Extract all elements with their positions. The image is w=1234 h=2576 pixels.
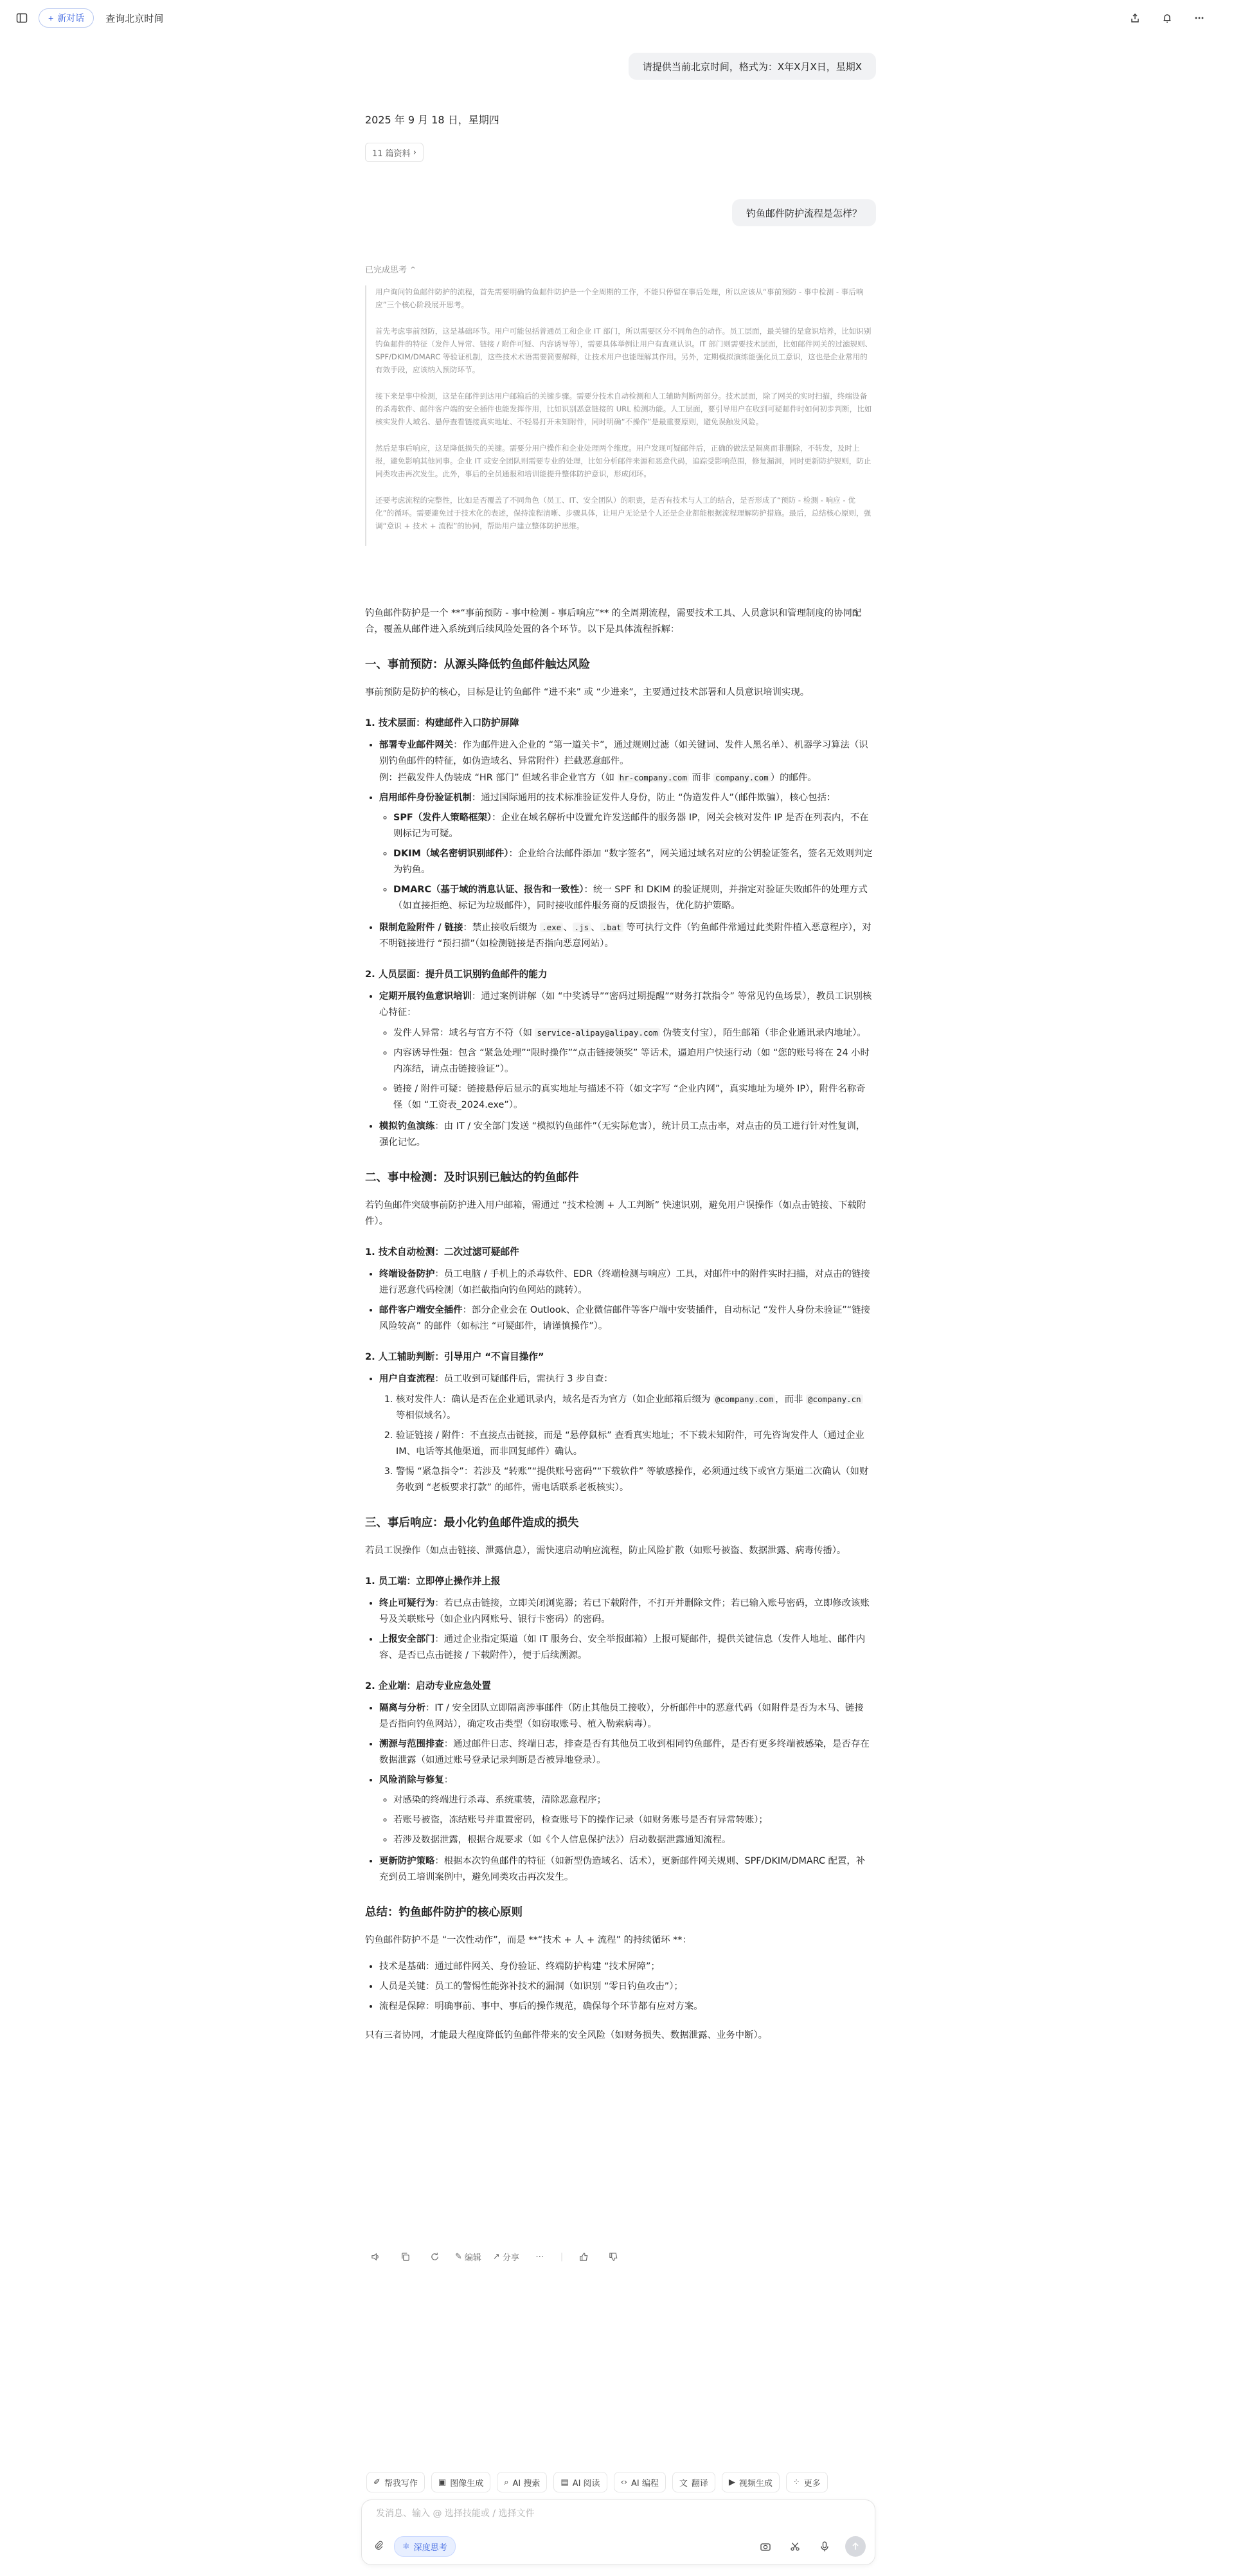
skill-toolbar [366, 2472, 828, 2492]
section-intro: 若钓鱼邮件突破事前防护进入用户邮箱，需通过 “技术检测 + 人工判断” 快速识别，避免用户误操作（如点击链接、下载附件）。 [365, 1200, 866, 1227]
item-label: 风险消除与修复 [379, 1775, 444, 1785]
chevron-up-icon: ⌃ [409, 266, 417, 275]
list-item: • 流程是保障：明确事前、事中、事后的操作规范，确保每个环节都有应对方案。 [379, 1999, 873, 2015]
item-text: ：通过企业指定渠道（如 IT 服务台、安全举报邮箱）上报可疑邮件，提供关键信息（发件人地址、邮件内容、是否已点击链接 / 下载附件），便于后续溯源。 [379, 1634, 866, 1661]
item-label: 溯源与范围排查 [379, 1739, 444, 1749]
microphone-icon[interactable] [816, 2537, 834, 2555]
sources-button[interactable] [365, 143, 424, 162]
section-intro: 若员工误操作（如点击链接、泄露信息），需快速启动响应流程，防止风险扩散（如账号被盗、数据泄露、病毒传播）。 [365, 1545, 846, 1556]
inline-code: .js [573, 923, 591, 932]
list-item: ◦ 若涉及数据泄露，根据合规要求（如《个人信息保护法》）启动数据泄露通知流程。 [393, 1832, 873, 1848]
thinking-paragraph: 首先考虑事前预防，这是基础环节。用户可能包括普通员工和企业 IT 部门，所以需要区分不同角色的动作。员工层面，最关键的是意识培养，比如识别钓鱼邮件的特征（发件人异常、链接 / 附件可疑、内容诱导等），需要具体举例让用户有直观认识。IT 部门则需要技术层面，比如邮件网关的过滤规则、SPF/DKIM/DMARC 等验证机制，这些技术术语需要简要解释，让技术用户也能理解其作用。另外，定期模拟演练能强化员工意识，这也是企业常用的有效手段，应该纳入预防环节。 [375, 327, 873, 374]
chevron-right-icon: › [413, 147, 416, 158]
item-label: 终止可疑行为 [379, 1598, 435, 1608]
new-chat-button[interactable] [39, 8, 94, 28]
list-item [379, 737, 873, 786]
message-actions [366, 2247, 622, 2265]
plus-icon: + [48, 13, 54, 23]
example-text: ）的邮件。 [770, 773, 817, 783]
message-composer [361, 2499, 875, 2565]
sub-list [379, 810, 873, 914]
list-item [379, 1772, 873, 1848]
share-icon[interactable] [1126, 9, 1144, 27]
numbered-list [379, 1391, 873, 1496]
scissors-icon[interactable] [786, 2537, 804, 2555]
item-text: ：统一 SPF 和 DKIM 的验证规则，并指定对验证失败邮件的处理方式（如直接拒绝、标记为垃圾邮件），同时接收邮件服务商的反馈报告，优化防护策略。 [393, 885, 868, 911]
video-icon: ▶ [728, 2477, 735, 2487]
inline-code: service-alipay@alipay.com [535, 1028, 659, 1038]
item-text: 发件人异常：域名与官方不符（如 [393, 1028, 535, 1038]
item-label: DMARC（基于域的消息认证、报告和一致性） [393, 885, 584, 895]
list-item [379, 790, 873, 914]
code-icon: ‹› [620, 2477, 627, 2487]
atom-icon: ⚛ [402, 2541, 410, 2552]
bullet-list [365, 989, 873, 1151]
item-label: 部署专业邮件网关 [379, 740, 454, 750]
edit-button[interactable] [455, 2251, 481, 2263]
image-icon: ▣ [438, 2477, 447, 2487]
bullet-list [365, 1371, 873, 1496]
tool-coding[interactable] [614, 2472, 666, 2492]
share-button[interactable] [493, 2251, 519, 2263]
list-item: • 限制危险附件 / 链接：禁止接收后缀为 .exe 、 .js 、 .bat 等可执行文件（钓鱼邮件常通过此类附件植入恶意程序），对不明链接进行 “预扫描”（如检测链接是否指向恶意网站）。 [379, 919, 873, 952]
item-text: 核对发件人：确认是否在企业通讯录内，域名是否为官方（如企业邮箱后缀为 [396, 1394, 713, 1405]
list-item [379, 1736, 873, 1769]
item-label: 定期开展钓鱼意识培训 [379, 991, 472, 1002]
list-item [393, 846, 873, 878]
subsection-heading: 1. 员工端：立即停止操作并上报 [365, 1576, 501, 1587]
item-label: SPF（发件人策略框架） [393, 813, 492, 823]
sub-list [379, 1025, 873, 1113]
edit-label: 编辑 [464, 2253, 481, 2263]
more-actions-icon[interactable]: ⋯ [535, 2251, 544, 2262]
subsection-heading: 1. 技术自动检测：二次过滤可疑邮件 [365, 1247, 519, 1257]
thinking-toggle[interactable] [365, 263, 416, 275]
item-text: 等可执行文件（钓鱼邮件常通过此类附件植入恶意程序），对不明链接进行 “预扫描”（如检测链接是否指向恶意网站）。 [379, 923, 872, 949]
edit-icon: ✎ [455, 2251, 462, 2262]
item-label: 模拟钓鱼演练 [379, 1121, 435, 1131]
tool-label: 翻译 [691, 2478, 708, 2489]
list-item: • 技术是基础：通过邮件网关、身份验证、终端防护构建 “技术屏障”； [379, 1959, 873, 1975]
search-icon: ⌕ [504, 2477, 509, 2487]
sources-label: 11 篇资料 [372, 149, 411, 159]
sub-list [379, 1792, 873, 1848]
section-intro: 事前预防是防护的核心，目标是让钓鱼邮件 “进不来” 或 “少进来”，主要通过技术部署和人员意识培训实现。 [365, 687, 810, 698]
tool-search[interactable] [497, 2472, 547, 2492]
example-text: 而非 [688, 773, 713, 783]
speaker-icon[interactable] [366, 2247, 384, 2265]
list-item [379, 1853, 873, 1886]
list-item: ◦ 链接 / 附件可疑：链接悬停后显示的真实地址与描述不符（如文字写 “企业内网”，真实地址为境外 IP），附件名称奇怪（如 “工资表_2024.exe”）。 [393, 1081, 873, 1113]
tool-label: AI 搜索 [512, 2478, 541, 2489]
tool-label: 图像生成 [450, 2478, 484, 2489]
copy-icon[interactable] [396, 2247, 414, 2265]
deep-think-label: 深度思考 [413, 2543, 447, 2553]
sidebar-toggle-icon[interactable] [13, 9, 31, 27]
more-icon[interactable] [1190, 9, 1208, 27]
bullet-list [365, 737, 873, 952]
thinking-paragraph: 用户询问钓鱼邮件防护的流程，首先需要明确钓鱼邮件防护是一个全周期的工作，不能只停留在事后处理，所以应该从“事前预防 - 事中检测 - 事后响应”三个核心阶段展开思考。 [375, 287, 864, 309]
bullet-list [365, 1959, 873, 2015]
item-text: ：作为邮件进入企业的 “第一道关卡”，通过规则过滤（如关键词、发件人黑名单）、机器学习算法（识别钓鱼邮件的特征，如伪造域名、异常附件）拦截恶意邮件。 [379, 740, 868, 766]
list-item [379, 989, 873, 1113]
regenerate-icon[interactable] [425, 2247, 443, 2265]
item-text: ：员工收到可疑邮件后，需执行 3 步自查： [434, 1374, 613, 1384]
inline-code: hr-company.com [618, 773, 689, 782]
thumbs-down-icon[interactable] [604, 2247, 622, 2265]
item-label: 上报安全部门 [379, 1634, 435, 1644]
item-label: 邮件客户端安全插件 [379, 1305, 463, 1315]
item-text: ：通过国际通用的技术标准验证发件人身份，防止 “伪造发件人”（邮件欺骗），核心包括： [471, 793, 836, 803]
item-label: DKIM（域名密钥识别邮件） [393, 849, 509, 859]
deep-think-toggle[interactable] [394, 2536, 456, 2557]
list-item [379, 1596, 873, 1628]
message-input[interactable] [375, 2508, 827, 2519]
tool-image[interactable] [431, 2472, 490, 2492]
closing-paragraph: 只有三者协同，才能最大程度降低钓鱼邮件带来的安全风险（如财务损失、数据泄露、业务中断）。 [365, 2030, 767, 2040]
grid-icon: ⁘ [792, 2477, 800, 2487]
thinking-label: 已完成思考 [365, 266, 407, 275]
item-text: ，而非 [775, 1394, 806, 1405]
list-item: ◦ 内容诱导性强：包含 “紧急处理”“限时操作”“点击链接领奖” 等话术，逼迫用户快速行动（如 “您的账号将在 24 小时内冻结，请点击链接验证”）。 [393, 1045, 873, 1077]
tool-translate[interactable] [672, 2472, 715, 2492]
subsection-heading: 2. 人员层面：提升员工识别钓鱼邮件的能力 [365, 969, 548, 980]
tool-video[interactable] [722, 2472, 780, 2492]
arrow-up-icon [851, 2542, 860, 2551]
thinking-content [365, 285, 873, 546]
list-item: 3. 警惕 “紧急指令”：若涉及 “转账”“提供账号密码”“下载软件” 等敏感操作，必须通过线下或官方渠道二次确认（如财务收到 “老板要求打款” 的邮件，需电话联系老板核实）。 [396, 1464, 873, 1496]
tool-label: 视频生成 [738, 2478, 773, 2489]
paperclip-icon[interactable] [373, 2540, 384, 2553]
tool-more[interactable] [786, 2472, 828, 2492]
list-item: ◦ 对感染的终端进行杀毒、系统重装，清除恶意程序； [393, 1792, 873, 1808]
inline-code: company.com [713, 773, 771, 782]
share-label: 分享 [502, 2253, 519, 2263]
tool-writing[interactable] [366, 2472, 425, 2492]
inline-code: .exe [540, 923, 563, 932]
item-text: ：通过案例讲解（如 “中奖诱导”“密码过期提醒”“财务打款指令” 等常见钓鱼场景），教员工识别核心特征： [379, 991, 872, 1018]
subsection-heading: 2. 人工辅助判断：引导用户 “不盲目操作” [365, 1351, 544, 1362]
list-item [393, 810, 873, 842]
item-text: ： [443, 1775, 454, 1785]
item-label: 启用邮件身份验证机制 [379, 793, 472, 803]
summary-intro: 钓鱼邮件防护不是 “一次性动作”，而是 **“技术 + 人 + 流程” 的持续循环 **： [365, 1935, 692, 1945]
assistant-message: 2025 年 9 月 18 日，星期四 [365, 114, 499, 126]
list-item [396, 1391, 873, 1424]
item-text: ：企业在域名解析中设置允许发送邮件的服务器 IP，网关会核对发件 IP 是否在列表内，不在则标记为可疑。 [393, 813, 869, 839]
subsection-heading: 1. 技术层面：构建邮件入口防护屏障 [365, 717, 519, 728]
user-message-text: 请提供当前北京时间，格式为：X年X月X日，星期X [642, 60, 862, 73]
thumbs-up-icon[interactable] [575, 2247, 593, 2265]
item-text: ：由 IT / 安全部门发送 “模拟钓鱼邮件”（无实际危害），统计员工点击率，对点击的员工进行针对性复训，强化记忆。 [379, 1121, 866, 1148]
list-item: ◦ 若账号被盗，冻结账号并重置密码，检查账号下的操作记录（如财务账号是否有异常转账）； [393, 1812, 873, 1828]
list-item: • 人员是关键：员工的警惕性能弥补技术的漏洞（如识别 “零日钓鱼攻击”）； [379, 1979, 873, 1995]
divider: | [560, 2251, 564, 2262]
item-label: 隔离与分析 [379, 1703, 425, 1713]
assistant-answer [365, 606, 873, 2054]
bullet-list [365, 1700, 873, 1886]
list-item [379, 1302, 873, 1335]
item-label: 更新防护策略 [379, 1856, 435, 1866]
new-chat-label: 新对话 [57, 13, 85, 23]
tool-label: AI 编程 [630, 2478, 659, 2489]
section-heading: 二、事中检测：及时识别已触达的钓鱼邮件 [365, 1171, 579, 1184]
item-text: 等相似域名）。 [396, 1410, 456, 1421]
bullet-list [365, 1596, 873, 1664]
item-label: 限制危险附件 / 链接 [379, 923, 463, 933]
item-label: 终端设备防护 [379, 1269, 435, 1279]
thinking-paragraph: 接下来是事中检测，这是在邮件到达用户邮箱后的关键步骤。需要分技术自动检测和人工辅助判断两部分。技术层面，除了网关的实时扫描，终端设备的杀毒软件、邮件客户端的安全插件也能发挥作用，比如识别恶意链接的 URL 检测功能。人工层面，要引导用户在收到可疑邮件时如何初步判断，比如核实发件人域名、悬停查看链接真实地址、不轻易打开未知附件，同时明确“不操作”是最重要原则，避免误触发风险。 [375, 392, 872, 426]
item-text: ：禁止接收后缀为 [463, 923, 541, 933]
item-text: ：企业给合法邮件添加 “数字签名”，网关通过域名对应的公钥验证签名，签名无效则判定为钓鱼。 [393, 849, 873, 875]
conversation-title: 查询北京时间 [105, 12, 164, 24]
list-item [379, 1632, 873, 1664]
inline-code: @company.cn [806, 1394, 863, 1404]
item-text: ：部分企业会在 Outlook、企业微信邮件等客户端中安装插件，自动标记 “发件人身份未验证”“链接风险较高” 的邮件（如标注 “可疑邮件，请谨慎操作”）。 [379, 1305, 870, 1331]
item-text: ：通过邮件日志、终端日志，排查是否有其他员工收到相同钓鱼邮件，是否有更多终端被感染，是否存在数据泄露（如通过账号登录记录判断是否被异地登录）。 [379, 1739, 870, 1765]
bell-icon[interactable] [1158, 9, 1176, 27]
list-item [379, 1266, 873, 1299]
book-icon: ▤ [560, 2477, 569, 2487]
tool-label: AI 阅读 [572, 2478, 600, 2489]
user-message [629, 53, 876, 80]
section-heading: 总结：钓鱼邮件防护的核心原则 [365, 1906, 523, 1919]
list-item [379, 1371, 873, 1496]
list-item [393, 1025, 873, 1041]
item-label: 用户自查流程 [379, 1374, 435, 1384]
user-message [732, 199, 876, 226]
item-text: ：IT / 安全团队立即隔离涉事邮件（防止其他员工接收），分析邮件中的恶意代码（如附件是否为木马、链接是否指向钓鱼网站），确定攻击类型（如窃取账号、植入勒索病毒）。 [379, 1703, 864, 1729]
share-arrow-icon: ↗ [492, 2251, 500, 2262]
item-text: ：员工电脑 / 手机上的杀毒软件、EDR（终端检测与响应）工具，对邮件中的附件实时扫描，对点击的链接进行恶意代码检测（如拦截指向钓鱼网站的跳转）。 [379, 1269, 870, 1295]
bullet-list [365, 1266, 873, 1335]
example-text: 例：拦截发件人伪装成 “HR 部门” 但域名非企业官方（如 [379, 773, 618, 783]
top-bar [0, 0, 1234, 36]
item-text: 伪装支付宝），陌生邮箱（非企业通讯录内地址）。 [659, 1028, 866, 1038]
list-item [393, 882, 873, 914]
translate-icon: 文 [679, 2478, 688, 2489]
thinking-paragraph: 然后是事后响应，这是降低损失的关键。需要分用户操作和企业处理两个维度。用户发现可疑邮件后，正确的做法是隔离而非删除，不转发，及时上报，避免影响其他同事。企业 IT 或安全团队则需要专业的处理，比如分析邮件来源和恶意代码，追踪受影响范围，修复漏洞，同时更新防护规则，防止同类攻击再次发生。此外，事后的全员通报和培训能提升整体防护意识，形成闭环。 [375, 444, 872, 478]
list-item [379, 1700, 873, 1733]
item-text: ：根据本次钓鱼邮件的特征（如新型伪造域名、话术），更新邮件网关规则、SPF/DKIM/DMARC 配置，补充到员工培训案例中，避免同类攻击再次发生。 [379, 1856, 866, 1882]
screenshot-icon[interactable] [756, 2537, 774, 2555]
item-text: ：若已点击链接，立即关闭浏览器；若已下载附件，不打开并删除文件；若已输入账号密码，立即修改该账号及关联账号（如企业内网账号、银行卡密码）的密码。 [379, 1598, 870, 1625]
answer-intro: 钓鱼邮件防护是一个 **“事前预防 - 事中检测 - 事后响应”** 的全周期流程，需要技术工具、人员意识和管理制度的协同配合，覆盖从邮件进入系统到后续风险处置的各个环节。以下是具体流程拆解： [365, 608, 862, 635]
inline-code: .bat [600, 923, 623, 932]
pen-icon: ✐ [373, 2477, 380, 2487]
inline-code: @company.com [713, 1394, 775, 1404]
section-heading: 一、事前预防：从源头降低钓鱼邮件触达风险 [365, 658, 590, 671]
list-item: 2. 验证链接 / 附件：不直接点击链接，而是 “悬停鼠标” 查看真实地址；不下载未知附件，可先咨询发件人（通过企业 IM、电话等其他渠道，而非回复邮件）确认。 [396, 1428, 873, 1460]
user-message-text: 钓鱼邮件防护流程是怎样？ [746, 207, 862, 219]
list-item [379, 1119, 873, 1151]
section-heading: 三、事后响应：最小化钓鱼邮件造成的损失 [365, 1517, 579, 1529]
tool-reading[interactable] [553, 2472, 607, 2492]
tool-label: 帮我写作 [384, 2478, 418, 2489]
subsection-heading: 2. 企业端：启动专业应急处置 [365, 1680, 491, 1691]
thinking-paragraph: 还要考虑流程的完整性，比如是否覆盖了不同角色（员工、IT、安全团队）的职责，是否有技术与人工的结合，是否形成了“预防 - 检测 - 响应 - 优化”的循环。需要避免过于技术化的表述，保持流程清晰、步骤具体，让用户无论是个人还是企业都能根据流程理解防护措施。最后，总结核心原则，强调“意识 + 技术 + 流程”的协同，帮助用户建立整体防护思维。 [375, 496, 872, 530]
send-button[interactable] [845, 2536, 866, 2557]
tool-label: 更多 [803, 2478, 821, 2489]
